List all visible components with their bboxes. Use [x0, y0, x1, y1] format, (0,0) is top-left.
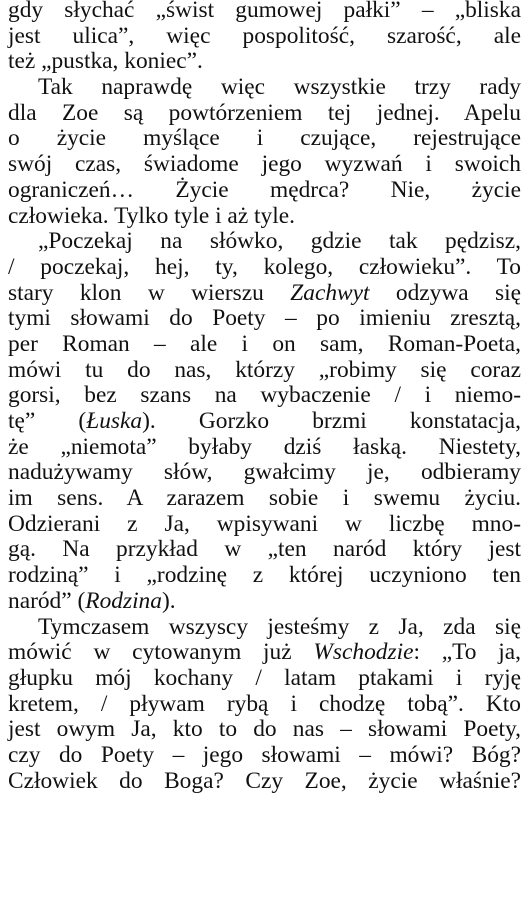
text-line: rodziną” i „rodzinę z której uczyniono ten: [8, 562, 521, 589]
text-line: „Poczekaj na słówko, gdzie tak pędzisz,: [38, 228, 521, 255]
text-line: kretem, / pływam rybą i chodzę tobą”. Kto: [8, 690, 521, 717]
text-line: głupku mój kochany / latam ptakami i ryję: [8, 664, 521, 691]
text-segment: : „To ja,: [413, 639, 522, 666]
text-line: Człowiek do Boga? Czy Zoe, życie właśnie?: [8, 767, 521, 794]
text-line: gorsi, bez szans na wybaczenie / i niemo-: [8, 382, 521, 409]
text-line: [8, 281, 521, 307]
text-line: Odzierani z Ja, wpisywani w liczbę mno-: [8, 510, 521, 537]
italic-title: Rodzina: [85, 587, 162, 614]
text-line: gą. Na przykład w „ten naród który jest: [8, 536, 521, 563]
text-segment: odzywa się: [369, 279, 521, 306]
text-line: Tymczasem wszyscy jesteśmy z Ja, zda się: [38, 613, 521, 640]
text-line: mówi tu do nas, którzy „robimy się coraz: [8, 356, 521, 383]
text-line: nadużywamy słów, gwałcimy je, odbieramy: [8, 459, 521, 486]
text-line: o życie myślące i czujące, rejestrujące: [8, 125, 521, 152]
text-line: [8, 640, 521, 666]
text-line: ograniczeń… Życie mędrca? Nie, życie: [8, 176, 521, 203]
text-segment: mówić w cytowanym już: [8, 639, 314, 666]
text-line: jest ulica”, więc pospolitość, szarość, ale: [8, 22, 521, 49]
italic-title: Wschodzie: [313, 639, 414, 666]
text-line: Tak naprawdę więc wszystkie trzy rady: [38, 74, 521, 101]
italic-title: Łuska: [86, 408, 143, 434]
text-line: tymi słowami do Poety – po imieniu zresztą,: [8, 305, 521, 332]
text-segment: tę” (: [8, 408, 87, 434]
text-line: / poczekaj, hej, ty, kolego, człowieku”. To: [8, 253, 521, 280]
text-line: [8, 589, 521, 615]
text-line: czy do Poety – jego słowami – mówi? Bóg?: [8, 741, 521, 768]
text-line: jest owym Ja, kto to do nas – słowami Poety,: [8, 716, 521, 743]
text-line: dla Zoe są powtórzeniem tej jednej. Apelu: [8, 99, 521, 126]
text-segment: ). Gorzko brzmi konstatacja,: [142, 408, 521, 434]
text-line: swój czas, świadome jego wyzwań i swoich: [8, 151, 521, 178]
text-line: też „pustka, koniec”.: [8, 48, 203, 75]
article-body: [8, 0, 521, 794]
text-line: człowieka. Tylko tyle i aż tyle.: [8, 202, 295, 229]
text-segment: naród” (: [8, 587, 86, 614]
text-line: gdy słychać „świst gumowej pałki” – „bliska: [8, 0, 521, 23]
text-segment: ).: [161, 587, 176, 614]
text-line: że „niemota” byłaby dziś łaską. Niestety,: [8, 433, 521, 460]
text-line: im sens. A zarazem sobie i swemu życiu.: [8, 485, 521, 512]
text-line: [8, 409, 521, 435]
text-segment: stary klon w wierszu: [8, 279, 291, 306]
italic-title: Zachwyt: [290, 279, 370, 306]
text-line: per Roman – ale i on sam, Roman-Poeta,: [8, 330, 521, 357]
